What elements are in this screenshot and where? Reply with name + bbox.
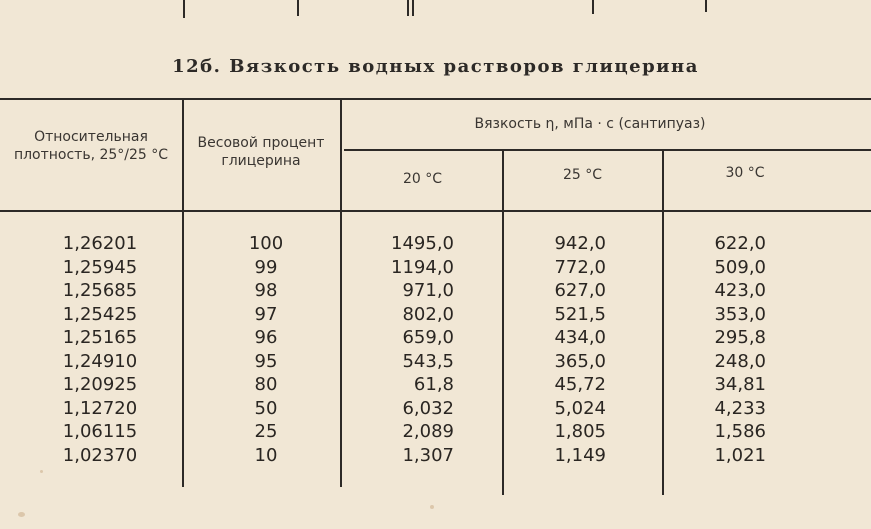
temp-30-header: 30 °С (725, 165, 765, 181)
weight-percent-cell: 97 (254, 303, 278, 325)
viscosity-20-cell: 61,8 (413, 374, 454, 395)
viscosity-20-cell: 6,032 (402, 397, 454, 419)
viscosity-subheader-rule (344, 149, 871, 151)
column-rule (182, 99, 184, 487)
weight-percent-cell: 80 (254, 374, 278, 395)
viscosity-20-cell: 1495,0 (391, 233, 454, 254)
viscosity-group-header: Вязкость η, мПа · с (сантипуаз) (474, 116, 706, 132)
viscosity-20-cell: 802,0 (402, 303, 454, 325)
density-cell: 1,02370 (62, 444, 138, 466)
viscosity-25-cell: 942,0 (554, 233, 606, 254)
column-rule (340, 99, 342, 487)
viscosity-25-cell: 1,805 (554, 421, 606, 442)
table-top-rule (0, 98, 871, 100)
header-bottom-rule (0, 210, 871, 212)
weight-percent-cell: 98 (254, 280, 278, 301)
paper-speck (40, 470, 43, 473)
viscosity-30-cell: 423,0 (714, 280, 766, 301)
density-cell: 1,06115 (62, 421, 138, 442)
viscosity-20-cell: 1,307 (402, 444, 454, 466)
density-header: Относительная плотность, 25°/25 °С (13, 129, 169, 163)
viscosity-25-cell: 521,5 (554, 303, 606, 325)
viscosity-25-cell: 434,0 (554, 327, 606, 348)
viscosity-30-cell: 353,0 (714, 303, 766, 325)
weight-percent-header: Весовой процент глицерина (197, 135, 325, 169)
viscosity-30-cell: 1,586 (714, 421, 766, 442)
viscosity-30-cell: 295,8 (714, 327, 766, 348)
weight-percent-cell: 25 (254, 421, 278, 442)
weight-percent-cell: 50 (254, 397, 278, 419)
viscosity-20-cell: 1194,0 (391, 256, 454, 278)
density-cell: 1,26201 (62, 233, 138, 254)
viscosity-30-cell: 1,021 (714, 444, 766, 466)
density-cell: 1,12720 (62, 397, 138, 419)
viscosity-30-cell: 248,0 (714, 350, 766, 372)
prev-table-rule (297, 0, 299, 16)
viscosity-30-cell: 34,81 (714, 374, 766, 395)
viscosity-30-cell: 622,0 (714, 233, 766, 254)
prev-table-rule (412, 0, 414, 16)
density-cell: 1,25685 (62, 280, 138, 301)
viscosity-25-cell: 5,024 (554, 397, 606, 419)
table-title: 12б. Вязкость водных растворов глицерина (172, 56, 699, 77)
viscosity-20-cell: 543,5 (402, 350, 454, 372)
density-cell: 1,24910 (62, 350, 138, 372)
paper-speck (18, 512, 25, 517)
weight-percent-cell: 10 (254, 444, 278, 466)
weight-percent-cell: 95 (254, 350, 278, 372)
prev-table-rule (705, 0, 707, 12)
weight-percent-cell: 96 (254, 327, 278, 348)
prev-table-rule (592, 0, 594, 14)
temp-25-header: 25 °С (562, 167, 603, 183)
viscosity-30-cell: 509,0 (714, 256, 766, 278)
viscosity-20-cell: 971,0 (402, 280, 454, 301)
density-cell: 1,25945 (62, 256, 138, 278)
viscosity-20-cell: 659,0 (402, 327, 454, 348)
viscosity-25-cell: 772,0 (554, 256, 606, 278)
density-cell: 1,20925 (62, 374, 138, 395)
weight-percent-cell: 100 (248, 233, 284, 254)
prev-table-rule (183, 0, 185, 18)
viscosity-25-cell: 627,0 (554, 280, 606, 301)
viscosity-25-cell: 1,149 (554, 444, 606, 466)
viscosity-25-cell: 45,72 (554, 374, 606, 395)
viscosity-30-cell: 4,233 (714, 397, 766, 419)
density-cell: 1,25165 (62, 327, 138, 348)
prev-table-rule (407, 0, 409, 16)
viscosity-25-cell: 365,0 (554, 350, 606, 372)
viscosity-20-cell: 2,089 (402, 421, 454, 442)
weight-percent-cell: 99 (254, 256, 278, 278)
density-cell: 1,25425 (62, 303, 138, 325)
temp-20-header: 20 °С (402, 171, 443, 187)
paper-speck (430, 505, 434, 509)
